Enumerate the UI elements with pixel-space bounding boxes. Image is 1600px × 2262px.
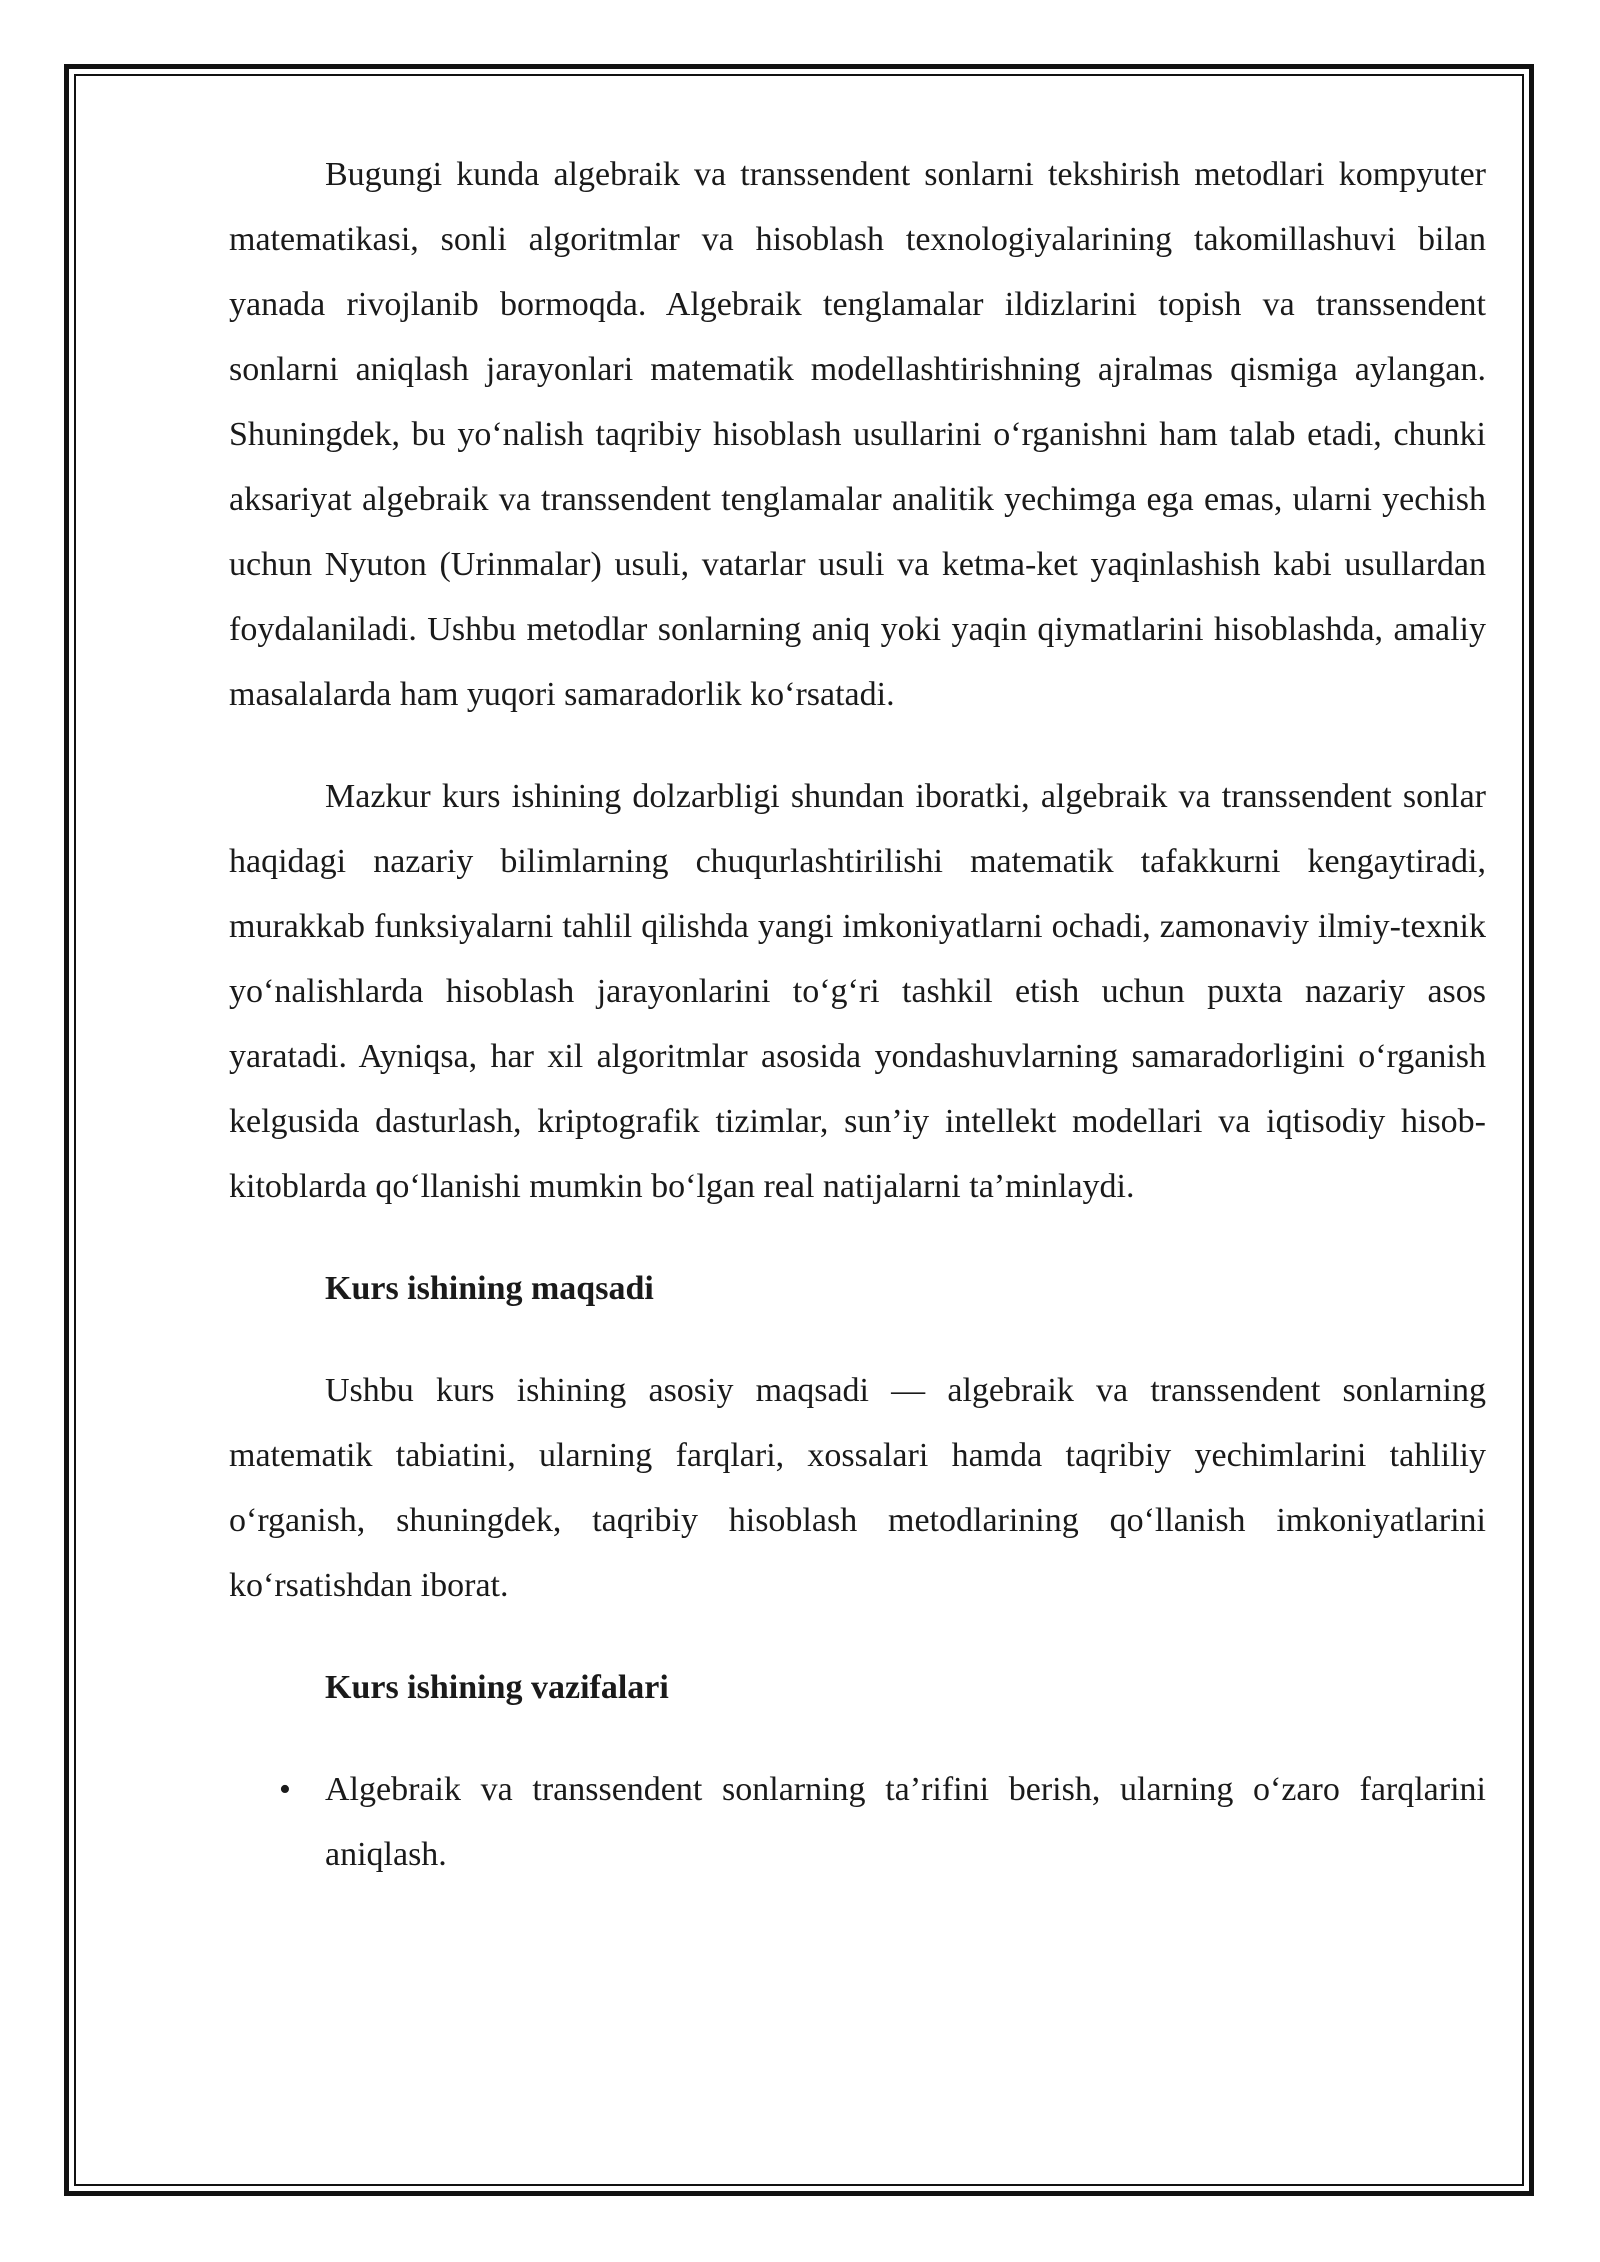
tasks-list — [229, 1757, 1486, 1887]
heading-goal: Kurs ishining maqsadi — [325, 1270, 654, 1307]
paragraph-goal: Ushbu kurs ishining asosiy maqsadi — algebraik va transsendent sonlarning matematik tabiatini, ularning farqlari, xossalari hamda taqribiy yechimlarini tahliliy o‘rganish, shuningdek, taqribiy hisoblash metodlarining qo‘llanish imkoniyatlarini ko‘rsatishdan iborat. — [229, 1372, 1486, 1604]
list-item — [229, 1757, 1486, 1887]
task-text: Algebraik va transsendent sonlarning ta’rifini berish, ularning o‘zaro farqlarini aniqlash. — [325, 1771, 1486, 1873]
paragraph-relevance: Mazkur kurs ishining dolzarbligi shundan iboratki, algebraik va transsendent sonlar haqidagi nazariy bilimlarning chuqurlashtirilishi matematik tafakkurni kengaytiradi, murakkab funksiyalarni tahlil qilishda yangi imkoniyatlarni ochadi, zamonaviy ilmiy-texnik yo‘nalishlarda hisoblash jarayonlarini to‘g‘ri tashkil etish uchun puxta nazariy asos yaratadi. Ayniqsa, har xil algoritmlar asosida yondashuvlarning samaradorligini o‘rganish kelgusida dasturlash, kriptografik tizimlar, sun’iy intellekt modellari va iqtisodiy hisob-kitoblarda qo‘llanishi mumkin bo‘lgan real natijalarni ta’minlaydi. — [229, 778, 1486, 1205]
bullet-icon: • — [279, 1771, 291, 1808]
document-body — [229, 142, 1486, 1887]
paragraph-introduction: Bugungi kunda algebraik va transsendent sonlarni tekshirish metodlari kompyuter matematikasi, sonli algoritmlar va hisoblash texnologiyalarining takomillashuvi bilan yanada rivojlanib bormoqda. Algebraik tenglamalar ildizlarini topish va transsendent sonlarni aniqlash jarayonlari matematik modellashtirishning ajralmas qismiga aylangan. Shuningdek, bu yo‘nalish taqribiy hisoblash usullarini o‘rganishni ham talab etadi, chunki aksariyat algebraik va transsendent tenglamalar analitik yechimga ega emas, ularni yechish uchun Nyuton (Urinmalar) usuli, vatarlar usuli va ketma-ket yaqinlashish kabi usullardan foydalaniladi. Ushbu metodlar sonlarning aniq yoki yaqin qiymatlarini hisoblashda, amaliy masalalarda ham yuqori samaradorlik ko‘rsatadi. — [229, 156, 1486, 713]
heading-tasks: Kurs ishining vazifalari — [325, 1669, 669, 1706]
